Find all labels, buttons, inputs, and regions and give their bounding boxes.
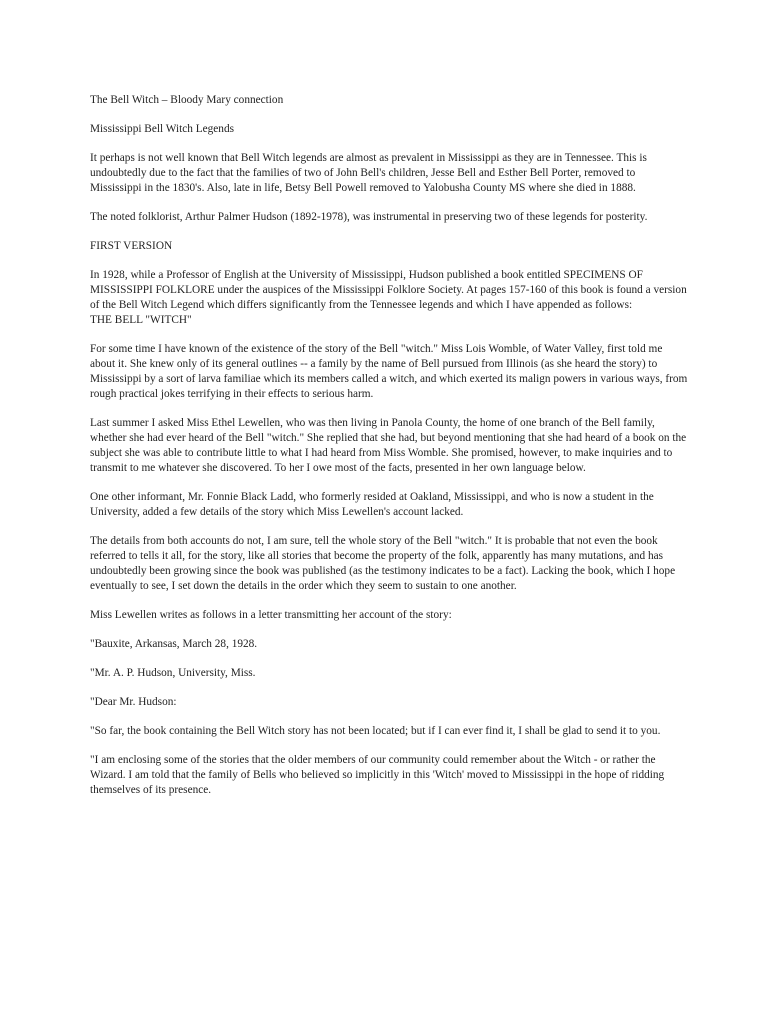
paragraph-womble: For some time I have known of the existence of the story of the Bell "witch." Miss Lois Womble, of Water Valley, first told me about it. She knew only of its general outlines -- a family by the name of Bell pursued from Illinois (as she heard the story) to Mississippi by a sort of larva familiae which its members called a witch, and which exerted its malign powers in various ways, from rough practical jokes terrifying in their effects to serious harm.: [90, 343, 688, 400]
letter-paragraph-book: "So far, the book containing the Bell Witch story has not been located; but if I can ever find it, I shall be glad to send it to you.: [90, 725, 661, 737]
letter-dateline: "Bauxite, Arkansas, March 28, 1928.: [90, 638, 258, 650]
paragraph-lewellen: Last summer I asked Miss Ethel Lewellen, who was then living in Panola County, the home of one branch of the Bell family, whether she had ever heard of the Bell "witch." She replied that she had, but beyond mentioning that she had heard of a book on the subject she was able to contribute little to what I had heard from Miss Womble. She promised, however, to make inquiries and to transmit to me whatever she discovered. To her I owe most of the facts, presented in her own language below.: [90, 417, 687, 474]
paragraph-specimens: In 1928, while a Professor of English at the University of Mississippi, Hudson published a book entitled SPECIMENS OF MISSISSIPPI FOLKLORE under the auspices of the Mississippi Folklore Society. At pages 157-160 of this book is found a version of the Bell Witch Legend which differs significantly from the Tennessee legends and which I have appended as follows:: [90, 269, 687, 311]
letter-salutation: "Dear Mr. Hudson:: [90, 696, 177, 708]
paragraph-folklorist: The noted folklorist, Arthur Palmer Hudson (1892-1978), was instrumental in preserving two of these legends for posterity.: [90, 211, 648, 223]
document-title: The Bell Witch – Bloody Mary connection: [90, 94, 284, 106]
section-heading-bell-witch: THE BELL "WITCH": [90, 314, 192, 326]
paragraph-intro: It perhaps is not well known that Bell Witch legends are almost as prevalent in Mississippi as they are in Tennessee. This is undoubtedly due to the fact that the families of two of John Bell's children, Jesse Bell and Esther Bell Porter, removed to Mississippi in the 1830's. Also, late in life, Betsy Bell Powell removed to Yalobusha County MS where she died in 1888.: [90, 152, 647, 194]
letter-address: "Mr. A. P. Hudson, University, Miss.: [90, 667, 256, 679]
paragraph-letter-intro: Miss Lewellen writes as follows in a letter transmitting her account of the story:: [90, 609, 452, 621]
paragraph-details: The details from both accounts do not, I am sure, tell the whole story of the Bell "witch." It is probable that not even the book referred to tells it all, for the story, like all stories that become the property of the folk, apparently has many mutations, and has undoubtedly been growing since the book was published (as the testimony indicates to be a fact). Lacking the book, which I hope eventually to see, I set down the details in the order which they seem to sustain to one another.: [90, 535, 676, 592]
paragraph-ladd: One other informant, Mr. Fonnie Black Ladd, who formerly resided at Oakland, Mississippi, and who is now a student in the University, added a few details of the story which Miss Lewellen's account lacked.: [90, 491, 654, 518]
document-subtitle: Mississippi Bell Witch Legends: [90, 123, 234, 135]
letter-paragraph-stories: "I am enclosing some of the stories that the older members of our community could remember about the Witch - or rather the Wizard. I am told that the family of Bells who believed so implicitly in this 'Witch' moved to Mississippi in the hope of ridding themselves of its presence.: [90, 754, 665, 796]
section-heading-first-version: FIRST VERSION: [90, 240, 173, 252]
